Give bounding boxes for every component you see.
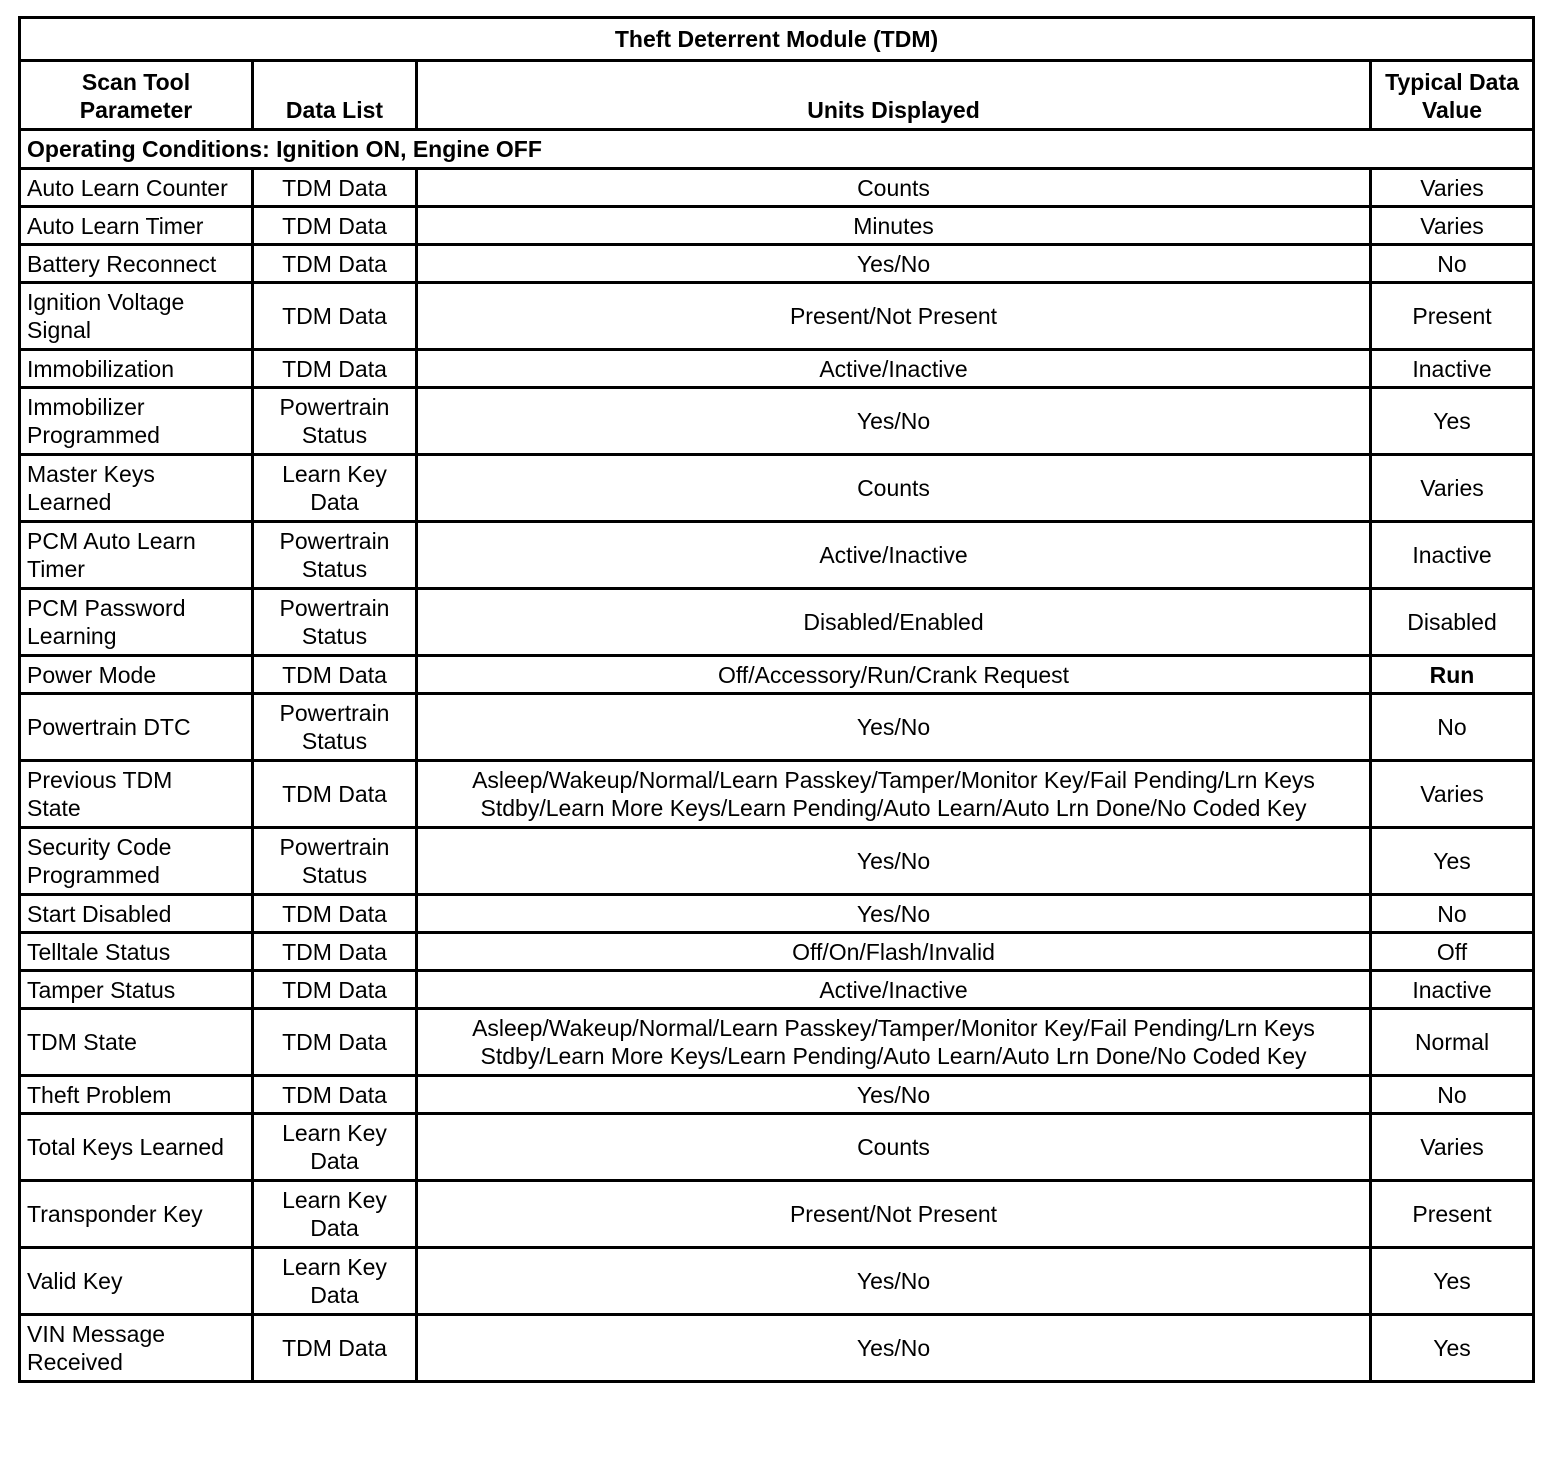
cell-data-list: TDM Data	[253, 971, 417, 1009]
cell-parameter: Powertrain DTC	[20, 694, 253, 761]
cell-parameter: PCM Auto Learn Timer	[20, 522, 253, 589]
table-title-row	[20, 18, 1534, 61]
table-row	[20, 522, 1534, 589]
cell-units: Counts	[417, 1114, 1371, 1181]
cell-data-list: TDM Data	[253, 169, 417, 207]
cell-units: Disabled/Enabled	[417, 589, 1371, 656]
header-units-label: Units Displayed	[807, 97, 980, 123]
cell-parameter: Master Keys Learned	[20, 455, 253, 522]
cell-units: Active/Inactive	[417, 971, 1371, 1009]
cell-parameter: Immobilization	[20, 350, 253, 388]
cell-units: Yes/No	[417, 694, 1371, 761]
cell-typical: Present	[1371, 1181, 1534, 1248]
cell-parameter: Theft Problem	[20, 1076, 253, 1114]
cell-typical: Yes	[1371, 1315, 1534, 1382]
cell-units: Yes/No	[417, 388, 1371, 455]
cell-parameter: Tamper Status	[20, 971, 253, 1009]
cell-data-list: TDM Data	[253, 761, 417, 828]
cell-units: Off/On/Flash/Invalid	[417, 933, 1371, 971]
cell-data-list: TDM Data	[253, 245, 417, 283]
cell-parameter: VIN Message Received	[20, 1315, 253, 1382]
cell-data-list: Learn Key Data	[253, 455, 417, 522]
cell-parameter: Ignition Voltage Signal	[20, 283, 253, 350]
cell-data-list: Learn Key Data	[253, 1181, 417, 1248]
cell-typical: No	[1371, 245, 1534, 283]
cell-units: Yes/No	[417, 1315, 1371, 1382]
cell-typical: No	[1371, 1076, 1534, 1114]
cell-parameter: Security Code Programmed	[20, 828, 253, 895]
table-row	[20, 933, 1534, 971]
cell-typical: Off	[1371, 933, 1534, 971]
cell-parameter: Auto Learn Counter	[20, 169, 253, 207]
cell-data-list: TDM Data	[253, 1009, 417, 1076]
cell-data-list: Powertrain Status	[253, 589, 417, 656]
table-row	[20, 207, 1534, 245]
table-row	[20, 350, 1534, 388]
cell-typical: Yes	[1371, 828, 1534, 895]
operating-conditions-row	[20, 130, 1534, 169]
cell-typical: No	[1371, 694, 1534, 761]
cell-typical: Varies	[1371, 455, 1534, 522]
cell-units: Off/Accessory/Run/Crank Request	[417, 656, 1371, 694]
cell-parameter: Auto Learn Timer	[20, 207, 253, 245]
table-row	[20, 1114, 1534, 1181]
cell-units: Active/Inactive	[417, 350, 1371, 388]
cell-parameter: Total Keys Learned	[20, 1114, 253, 1181]
cell-units: Minutes	[417, 207, 1371, 245]
cell-units: Counts	[417, 169, 1371, 207]
cell-parameter: TDM State	[20, 1009, 253, 1076]
cell-typical: Normal	[1371, 1009, 1534, 1076]
cell-typical: Disabled	[1371, 589, 1534, 656]
table-row	[20, 1009, 1534, 1076]
header-parameter	[20, 61, 253, 130]
cell-typical: No	[1371, 895, 1534, 933]
cell-parameter: Telltale Status	[20, 933, 253, 971]
column-header-row	[20, 61, 1534, 130]
cell-data-list: Powertrain Status	[253, 694, 417, 761]
table-row	[20, 971, 1534, 1009]
table-row	[20, 283, 1534, 350]
cell-typical: Yes	[1371, 388, 1534, 455]
table-title: Theft Deterrent Module (TDM)	[20, 18, 1534, 61]
cell-typical: Inactive	[1371, 971, 1534, 1009]
cell-data-list: TDM Data	[253, 207, 417, 245]
cell-typical: Run	[1371, 656, 1534, 694]
cell-data-list: Learn Key Data	[253, 1248, 417, 1315]
cell-parameter: Power Mode	[20, 656, 253, 694]
cell-data-list: Powertrain Status	[253, 388, 417, 455]
cell-typical: Inactive	[1371, 522, 1534, 589]
table-row	[20, 656, 1534, 694]
cell-data-list: Learn Key Data	[253, 1114, 417, 1181]
tdm-data-table	[18, 16, 1535, 1383]
cell-typical: Yes	[1371, 1248, 1534, 1315]
header-units	[417, 61, 1371, 130]
table-body	[20, 130, 1534, 1382]
operating-conditions: Operating Conditions: Ignition ON, Engine OFF	[20, 130, 1534, 169]
cell-data-list: TDM Data	[253, 350, 417, 388]
cell-data-list: TDM Data	[253, 656, 417, 694]
cell-parameter: Battery Reconnect	[20, 245, 253, 283]
table-row	[20, 388, 1534, 455]
cell-typical: Varies	[1371, 1114, 1534, 1181]
cell-data-list: TDM Data	[253, 1315, 417, 1382]
cell-typical: Varies	[1371, 207, 1534, 245]
header-typical	[1371, 61, 1534, 130]
cell-data-list: Powertrain Status	[253, 522, 417, 589]
cell-units: Yes/No	[417, 895, 1371, 933]
header-data-list	[253, 61, 417, 130]
table-row	[20, 828, 1534, 895]
cell-parameter: Immobilizer Programmed	[20, 388, 253, 455]
cell-units: Counts	[417, 455, 1371, 522]
cell-data-list: TDM Data	[253, 895, 417, 933]
table-row	[20, 895, 1534, 933]
cell-data-list: TDM Data	[253, 933, 417, 971]
header-data-list-label: Data List	[285, 97, 384, 123]
header-parameter-label: Scan Tool Parameter	[79, 69, 193, 123]
cell-typical: Varies	[1371, 169, 1534, 207]
cell-typical: Inactive	[1371, 350, 1534, 388]
cell-units: Yes/No	[417, 245, 1371, 283]
cell-parameter: PCM Password Learning	[20, 589, 253, 656]
cell-data-list: TDM Data	[253, 283, 417, 350]
table-row	[20, 1248, 1534, 1315]
table-row	[20, 589, 1534, 656]
cell-units: Yes/No	[417, 1248, 1371, 1315]
cell-parameter: Previous TDM State	[20, 761, 253, 828]
cell-typical: Varies	[1371, 761, 1534, 828]
table-row	[20, 1181, 1534, 1248]
cell-units: Asleep/Wakeup/Normal/Learn Passkey/Tamper/Monitor Key/Fail Pending/Lrn Keys Stdby/Learn More Keys/Learn Pending/Auto Learn/Auto Lrn Done/No Coded Key	[417, 761, 1371, 828]
table-row	[20, 455, 1534, 522]
cell-units: Active/Inactive	[417, 522, 1371, 589]
cell-parameter: Start Disabled	[20, 895, 253, 933]
table-row	[20, 1076, 1534, 1114]
cell-data-list: Powertrain Status	[253, 828, 417, 895]
cell-units: Present/Not Present	[417, 283, 1371, 350]
table-row	[20, 245, 1534, 283]
table-row	[20, 761, 1534, 828]
cell-units: Present/Not Present	[417, 1181, 1371, 1248]
header-typical-label: Typical Data Value	[1385, 69, 1519, 123]
cell-parameter: Transponder Key	[20, 1181, 253, 1248]
cell-typical: Present	[1371, 283, 1534, 350]
cell-units: Yes/No	[417, 1076, 1371, 1114]
cell-units: Yes/No	[417, 828, 1371, 895]
cell-data-list: TDM Data	[253, 1076, 417, 1114]
table-row	[20, 1315, 1534, 1382]
cell-units: Asleep/Wakeup/Normal/Learn Passkey/Tamper/Monitor Key/Fail Pending/Lrn Keys Stdby/Learn More Keys/Learn Pending/Auto Learn/Auto Lrn Done/No Coded Key	[417, 1009, 1371, 1076]
table-row	[20, 169, 1534, 207]
table-row	[20, 694, 1534, 761]
cell-parameter: Valid Key	[20, 1248, 253, 1315]
